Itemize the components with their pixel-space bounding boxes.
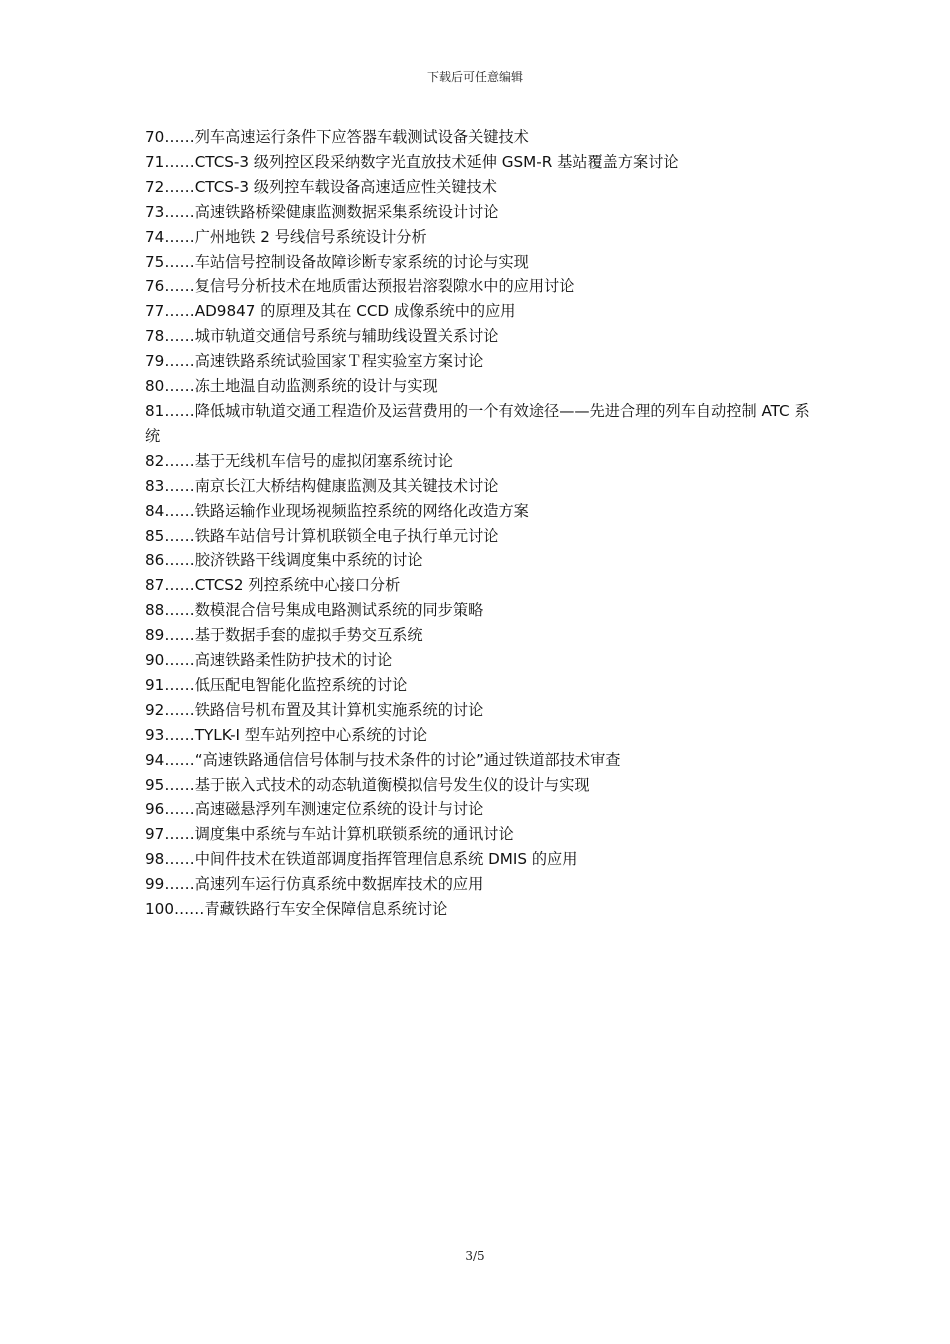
list-item: 83……南京长江大桥结构健康监测及其关键技术讨论	[145, 476, 499, 495]
list-item: 78……城市轨道交通信号系统与辅助线设置关系讨论	[145, 327, 499, 346]
list-item: 94……“高速铁路通信信号体制与技术条件的讨论”通过铁道部技术审查	[145, 750, 621, 769]
list-item: 72……CTCS-3 级列控车载设备高速适应性关键技术	[145, 177, 497, 196]
list-item: 95……基于嵌入式技术的动态轨道衡模拟信号发生仪的设计与实现	[145, 775, 590, 794]
list-item: 70……列车高速运行条件下应答器车载测试设备关键技术	[145, 128, 529, 146]
list-item: 71……CTCS-3 级列控区段采纳数字光直放技术延伸 GSM-R 基站覆盖方案讨论	[145, 152, 679, 171]
list-item: 76……复信号分析技术在地质雷达预报岩溶裂隙水中的应用讨论	[145, 277, 575, 296]
list-item: 97……调度集中系统与车站计算机联锁系统的通讯讨论	[145, 825, 514, 844]
list-item: 86……胶济铁路干线调度集中系统的讨论	[145, 551, 423, 570]
list-item: 92……铁路信号机布置及其计算机实施系统的讨论	[145, 700, 484, 719]
list-item: 75……车站信号控制设备故障诊断专家系统的讨论与实现	[145, 252, 529, 271]
list-item: 74……广州地铁 2 号线信号系统设计分析	[145, 227, 427, 246]
list-item: 85……铁路车站信号计算机联锁全电子执行单元讨论	[145, 526, 499, 545]
list-item: 96……高速磁悬浮列车测速定位系统的设计与讨论	[145, 800, 484, 819]
list-item: 99……高速列车运行仿真系统中数据库技术的应用	[145, 875, 484, 894]
list-item: 80……冻土地温自动监测系统的设计与实现	[145, 377, 438, 396]
page-number: 3/5	[465, 1249, 485, 1263]
list-item: 79……高速铁路系统试验国家Ｔ程实验室方案讨论	[145, 352, 484, 371]
list-item: 81……降低城市轨道交通工程造价及运营费用的一个有效途径——先进合理的列车自动控制 ATC 系统	[145, 401, 810, 445]
list-item: 93……TYLK-I 型车站列控中心系统的讨论	[145, 725, 428, 744]
list-item: 77……AD9847 的原理及其在 CCD 成像系统中的应用	[145, 302, 516, 321]
list-item: 84……铁路运输作业现场视频监控系统的网络化改造方案	[145, 501, 529, 520]
list-item: 91……低压配电智能化监控系统的讨论	[145, 675, 408, 694]
list-item: 89……基于数据手套的虚拟手势交互系统	[145, 626, 423, 645]
header-note: 下载后可任意编辑	[426, 70, 523, 84]
topic-list	[145, 125, 815, 922]
list-item: 82……基于无线机车信号的虚拟闭塞系统讨论	[145, 451, 453, 470]
list-item: 87……CTCS2 列控系统中心接口分析	[145, 576, 401, 595]
list-item: 73……高速铁路桥梁健康监测数据采集系统设计讨论	[145, 202, 499, 221]
list-item: 90……高速铁路柔性防护技术的讨论	[145, 651, 393, 670]
list-item: 88……数模混合信号集成电路测试系统的同步策略	[145, 601, 484, 620]
list-item: 100……青藏铁路行车安全保障信息系统讨论	[145, 900, 448, 919]
list-item: 98……中间件技术在铁道部调度指挥管理信息系统 DMIS 的应用	[145, 850, 578, 869]
